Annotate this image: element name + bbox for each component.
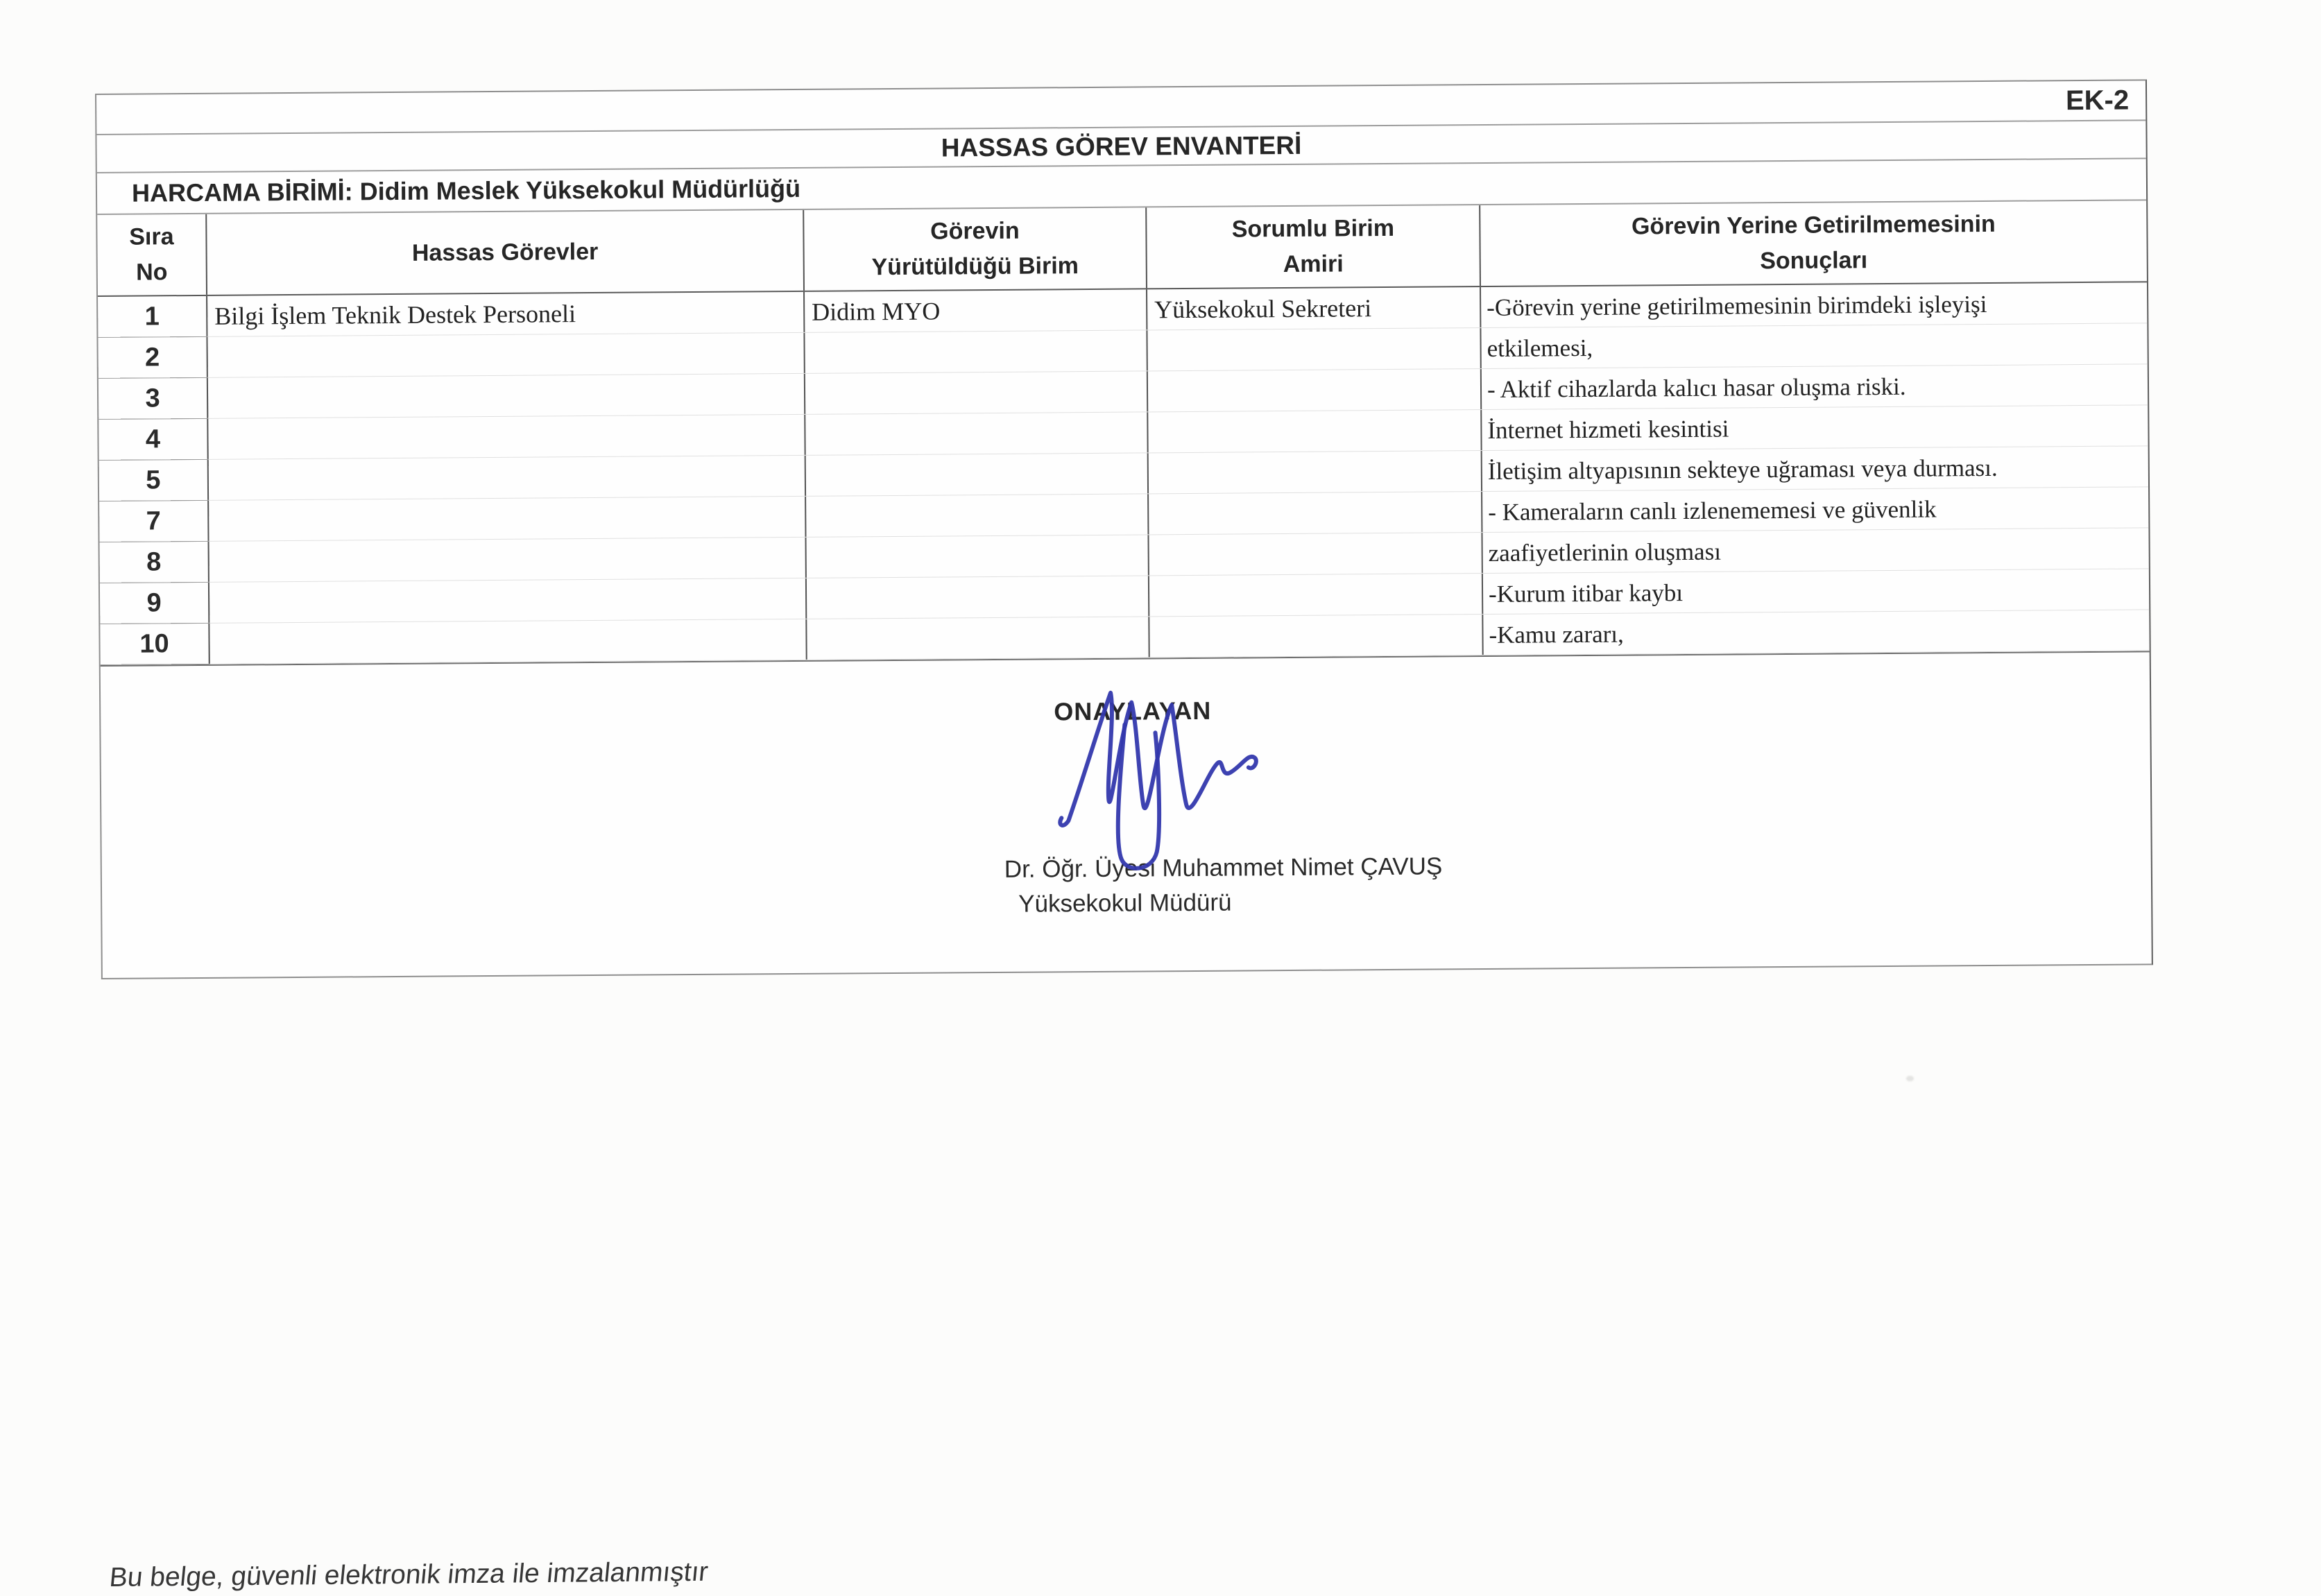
harcama-birimi-label: HARCAMA BİRİMİ: Didim Meslek Yüksekokul Müdürlüğü [131, 173, 801, 207]
cell-amir [1149, 574, 1483, 616]
cell-amir: Yüksekokul Sekreteri [1147, 287, 1481, 329]
cell-amir [1148, 410, 1482, 452]
row-number: 2 [98, 337, 207, 378]
cell-hassas-gorev [209, 578, 807, 623]
cell-birim [805, 330, 1147, 372]
scan-artifact-speck [1906, 1076, 1914, 1081]
cell-amir [1149, 492, 1482, 534]
cell-amir [1149, 451, 1482, 493]
approver-title: Yüksekokul Müdürü [1018, 889, 1232, 918]
cell-birim [806, 535, 1149, 577]
row-number: 5 [99, 460, 209, 501]
cell-hassas-gorev [209, 497, 806, 541]
cell-hassas-gorev [207, 333, 805, 377]
cell-hassas-gorev [209, 538, 807, 582]
hassas-gorev-envanteri-table [95, 79, 2153, 979]
approver-name: Dr. Öğr. Üyesi Muhammet Nimet ÇAVUŞ [1004, 852, 1443, 883]
table-body [98, 282, 2150, 667]
row-number: 7 [99, 501, 209, 542]
header-sonuclar: Görevin Yerine Getirilmemesinin Sonuçları [1631, 210, 1996, 275]
header-sorumlu-birim-amiri: Sorumlu Birim Amiri [1147, 205, 1481, 288]
cell-birim [806, 453, 1149, 495]
cell-birim [806, 494, 1149, 536]
cell-amir [1149, 533, 1482, 575]
approval-signature-block [101, 652, 2152, 978]
row-number: 10 [100, 624, 209, 664]
cell-birim: Didim MYO [805, 289, 1147, 332]
row-number: 9 [100, 583, 209, 624]
cell-birim [805, 412, 1148, 454]
electronic-signature-note: Bu belge, güvenli elektronik imza ile imzalanmıştır [108, 1556, 710, 1593]
cell-hassas-gorev: Bilgi İşlem Teknik Destek Personeli [207, 292, 805, 336]
cell-birim [807, 617, 1149, 659]
cell-birim [805, 371, 1148, 413]
row-number: 3 [99, 378, 208, 419]
row-number: 1 [98, 296, 207, 337]
page-title: HASSAS GÖREV ENVANTERİ [941, 130, 1302, 162]
cell-amir [1147, 328, 1481, 370]
row-number: 8 [100, 542, 209, 583]
cell-birim [807, 576, 1149, 618]
cell-hassas-gorev [209, 456, 806, 500]
ek2-label: EK-2 [2065, 85, 2130, 116]
cell-hassas-gorev [208, 374, 805, 418]
cell-sonuclar-text: -Görevin yerine getirilmemesinin birimdeki işleyişi etkilemesi, - Aktif cihazlarda kalıcı hasar oluşma riski. İnternet hizmeti kesintisi İletişim altyapısının sekteye uğraması veya durması. - Kameraların canlı izlenememesi ve güvenlik zaafiyetlerinin oluşması -Kurum itibar kaybı -Kamu zararı, [1487, 290, 1998, 649]
header-sira-no: Sıra No [97, 214, 207, 295]
row-number: 4 [99, 419, 208, 460]
header-gorevin-yurutuldugu-birim: Görevin Yürütüldüğü Birim [804, 207, 1147, 290]
cell-amir [1149, 615, 1483, 657]
handwritten-signature-ink [1041, 668, 1278, 884]
cell-hassas-gorev [208, 415, 805, 459]
table-header-row [97, 200, 2147, 297]
header-hassas-gorevler: Hassas Görevler [207, 210, 805, 295]
cell-amir [1148, 369, 1482, 411]
approver-label: ONAYLAYAN [1054, 696, 1212, 726]
cell-hassas-gorev [209, 619, 807, 664]
